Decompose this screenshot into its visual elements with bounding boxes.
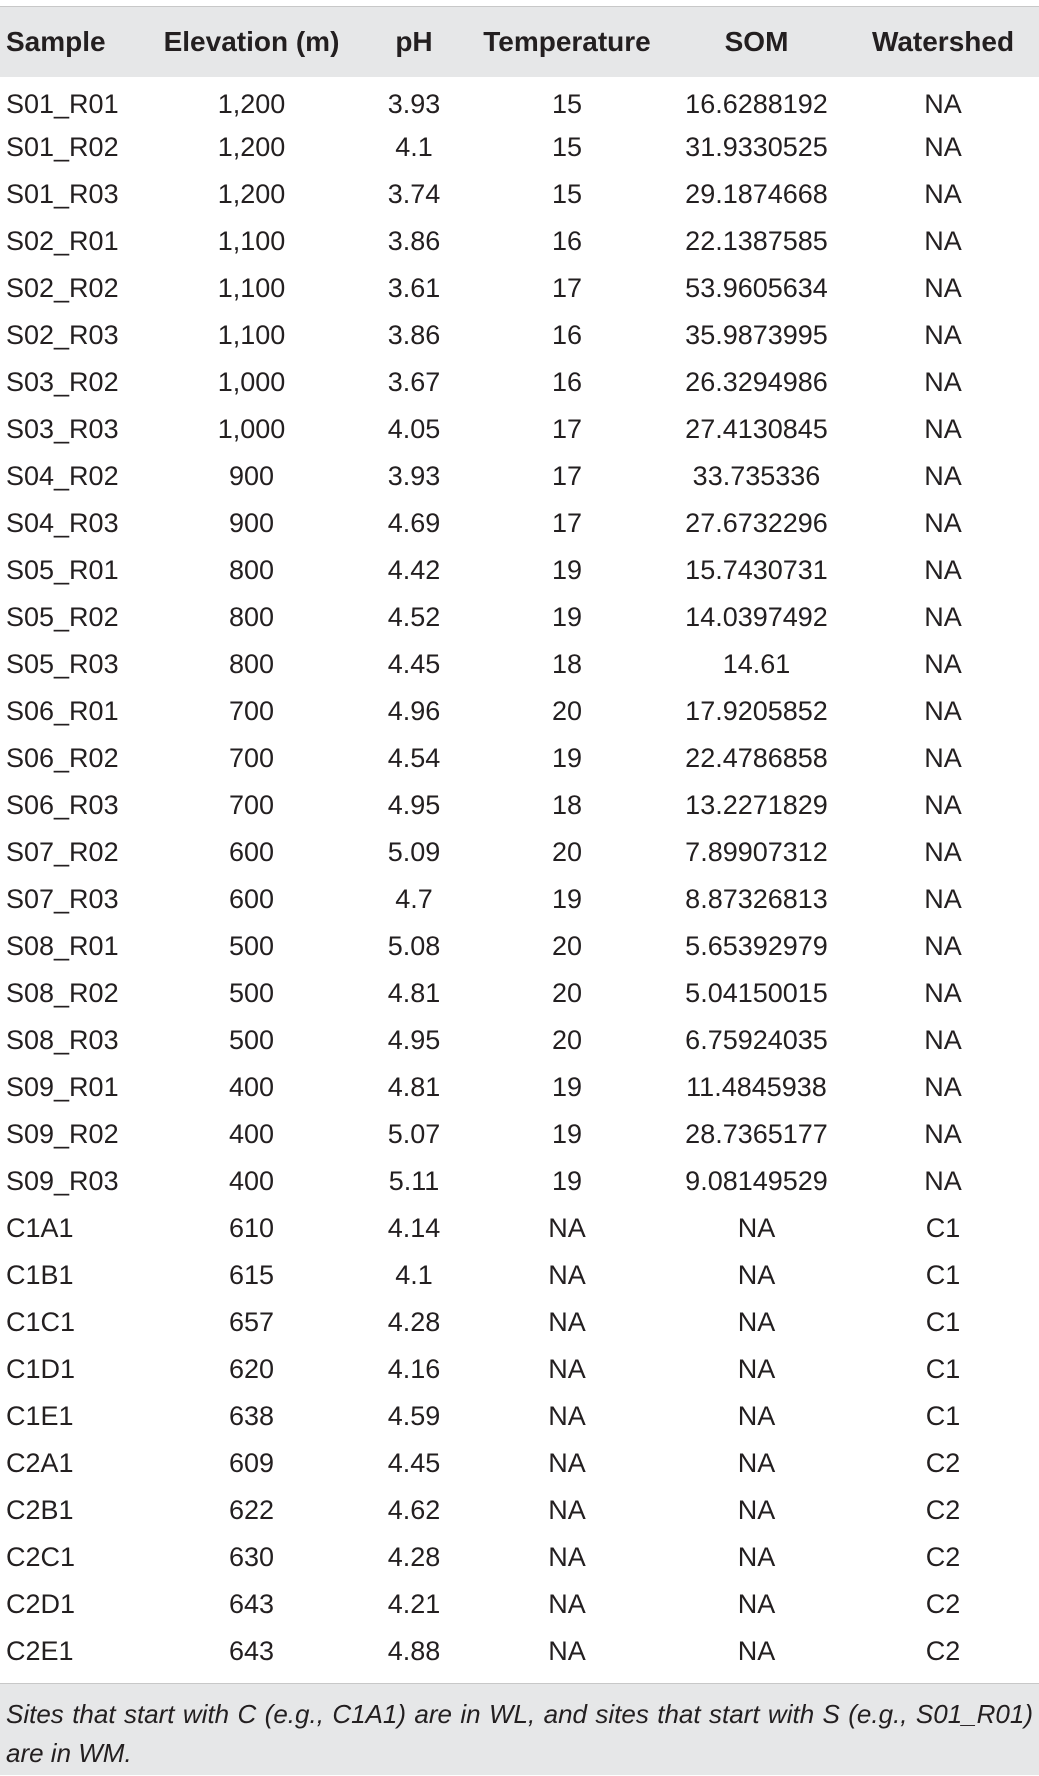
cell-sample: S02_R01 xyxy=(6,225,119,256)
table-row xyxy=(0,923,1039,970)
cell-temperature: NA xyxy=(548,1635,586,1666)
cell-som: NA xyxy=(737,1588,776,1619)
cell-elevation: 600 xyxy=(228,836,275,867)
table-row xyxy=(0,218,1039,265)
table-row xyxy=(0,1393,1039,1440)
cell-sample: S03_R02 xyxy=(6,366,119,397)
cell-elevation: 1,100 xyxy=(217,319,286,350)
table-row xyxy=(0,688,1039,735)
cell-sample: C2E1 xyxy=(6,1635,74,1666)
cell-som: 28.7365177 xyxy=(685,1118,828,1149)
cell-temperature: 17 xyxy=(551,413,583,444)
table-row xyxy=(0,1158,1039,1205)
cell-watershed: NA xyxy=(924,178,962,209)
cell-watershed: NA xyxy=(924,695,962,726)
cell-som: NA xyxy=(737,1400,776,1431)
cell-temperature: NA xyxy=(548,1400,586,1431)
cell-ph: 4.28 xyxy=(387,1541,441,1572)
table-row xyxy=(0,1111,1039,1158)
cell-temperature: 18 xyxy=(551,648,583,679)
cell-sample: S09_R02 xyxy=(6,1118,119,1149)
cell-som: 14.61 xyxy=(722,648,791,679)
cell-watershed: NA xyxy=(924,225,962,256)
cell-watershed: C2 xyxy=(925,1635,961,1666)
cell-elevation: 800 xyxy=(228,554,275,585)
cell-elevation: 900 xyxy=(228,460,275,491)
header-sample: Sample xyxy=(0,7,143,77)
cell-elevation: 400 xyxy=(228,1118,275,1149)
header-watershed: Watershed xyxy=(847,7,1039,77)
cell-som: NA xyxy=(737,1306,776,1337)
cell-temperature: NA xyxy=(548,1494,586,1525)
cell-ph: 4.69 xyxy=(387,507,441,538)
cell-watershed: NA xyxy=(924,88,962,119)
cell-ph: 4.88 xyxy=(387,1635,441,1666)
table-row xyxy=(0,406,1039,453)
cell-temperature: 19 xyxy=(551,1118,583,1149)
cell-sample: S08_R03 xyxy=(6,1024,119,1055)
cell-ph: 4.45 xyxy=(387,1447,441,1478)
cell-ph: 4.21 xyxy=(387,1588,441,1619)
cell-elevation: 1,200 xyxy=(217,178,286,209)
cell-ph: 4.96 xyxy=(387,695,441,726)
cell-watershed: NA xyxy=(924,930,962,961)
cell-som: 6.75924035 xyxy=(685,1024,828,1055)
cell-elevation: 700 xyxy=(228,742,275,773)
cell-temperature: 19 xyxy=(551,883,583,914)
cell-ph: 3.67 xyxy=(387,366,441,397)
cell-watershed: C1 xyxy=(925,1259,961,1290)
cell-som: 26.3294986 xyxy=(685,366,828,397)
cell-sample: S05_R01 xyxy=(6,554,119,585)
header-elevation: Elevation (m) xyxy=(143,7,360,77)
cell-temperature: 20 xyxy=(551,695,583,726)
table-row xyxy=(0,312,1039,359)
cell-som: 22.1387585 xyxy=(685,225,828,256)
cell-som: NA xyxy=(737,1447,776,1478)
cell-watershed: NA xyxy=(924,413,962,444)
cell-elevation: 630 xyxy=(228,1541,275,1572)
table-row xyxy=(0,453,1039,500)
cell-ph: 4.95 xyxy=(387,1024,441,1055)
cell-watershed: NA xyxy=(924,366,962,397)
cell-temperature: NA xyxy=(548,1447,586,1478)
soil-samples-table xyxy=(0,6,1039,1675)
cell-elevation: 1,100 xyxy=(217,225,286,256)
cell-temperature: 19 xyxy=(551,1071,583,1102)
cell-sample: C2B1 xyxy=(6,1494,74,1525)
cell-elevation: 620 xyxy=(228,1353,275,1384)
cell-watershed: C2 xyxy=(925,1541,961,1572)
cell-watershed: NA xyxy=(924,742,962,773)
cell-elevation: 500 xyxy=(228,1024,275,1055)
cell-temperature: NA xyxy=(548,1306,586,1337)
table-header xyxy=(0,7,1039,77)
cell-ph: 3.86 xyxy=(387,225,441,256)
table-row xyxy=(0,265,1039,312)
header-row xyxy=(0,7,1039,77)
table-row xyxy=(0,594,1039,641)
cell-ph: 4.52 xyxy=(387,601,441,632)
cell-ph: 4.59 xyxy=(387,1400,441,1431)
cell-ph: 4.14 xyxy=(387,1212,441,1243)
cell-som: 35.9873995 xyxy=(685,319,828,350)
cell-ph: 3.93 xyxy=(387,88,441,119)
cell-sample: S05_R03 xyxy=(6,648,119,679)
cell-temperature: 20 xyxy=(551,1024,583,1055)
cell-elevation: 638 xyxy=(228,1400,275,1431)
cell-som: NA xyxy=(737,1635,776,1666)
cell-sample: S06_R03 xyxy=(6,789,119,820)
cell-sample: C1B1 xyxy=(6,1259,74,1290)
cell-sample: S01_R02 xyxy=(6,131,119,162)
table-row xyxy=(0,1252,1039,1299)
cell-ph: 4.42 xyxy=(387,554,441,585)
cell-elevation: 643 xyxy=(228,1635,275,1666)
cell-watershed: C2 xyxy=(925,1494,961,1525)
cell-som: 11.4845938 xyxy=(686,1071,827,1102)
cell-ph: 4.81 xyxy=(387,1071,441,1102)
cell-ph: 3.86 xyxy=(387,319,441,350)
cell-watershed: NA xyxy=(924,1024,962,1055)
cell-som: NA xyxy=(737,1259,776,1290)
cell-watershed: NA xyxy=(924,836,962,867)
cell-sample: S01_R03 xyxy=(6,178,119,209)
cell-sample: S08_R02 xyxy=(6,977,119,1008)
cell-watershed: NA xyxy=(924,460,962,491)
cell-temperature: 17 xyxy=(551,507,583,538)
cell-som: NA xyxy=(737,1212,776,1243)
cell-ph: 5.08 xyxy=(387,930,441,961)
cell-som: 15.7430731 xyxy=(685,554,828,585)
table-row xyxy=(0,1534,1039,1581)
cell-ph: 4.05 xyxy=(387,413,441,444)
cell-sample: S01_R01 xyxy=(6,88,119,119)
cell-elevation: 622 xyxy=(228,1494,275,1525)
cell-sample: S03_R03 xyxy=(6,413,119,444)
cell-som: 5.04150015 xyxy=(685,977,828,1008)
cell-elevation: 615 xyxy=(228,1259,275,1290)
cell-som: 9.08149529 xyxy=(685,1165,828,1196)
cell-watershed: C2 xyxy=(925,1447,961,1478)
cell-ph: 3.61 xyxy=(387,272,441,303)
cell-elevation: 1,000 xyxy=(217,413,286,444)
cell-som: NA xyxy=(737,1541,776,1572)
cell-elevation: 500 xyxy=(228,977,275,1008)
cell-elevation: 1,000 xyxy=(217,366,286,397)
cell-ph: 4.16 xyxy=(387,1353,441,1384)
cell-sample: C1C1 xyxy=(6,1306,76,1337)
table-row xyxy=(0,1205,1039,1252)
cell-som: 33.735336 xyxy=(692,460,821,491)
table-row xyxy=(0,876,1039,923)
cell-ph: 4.1 xyxy=(395,131,433,162)
cell-som: 14.0397492 xyxy=(685,601,828,632)
cell-temperature: 20 xyxy=(551,930,583,961)
cell-temperature: NA xyxy=(548,1259,586,1290)
cell-som: 27.4130845 xyxy=(685,413,828,444)
cell-ph: 5.07 xyxy=(387,1118,441,1149)
cell-sample: S07_R02 xyxy=(6,836,119,867)
cell-sample: C1D1 xyxy=(6,1353,76,1384)
table-footnote: Sites that start with C (e.g., C1A1) are in WL, and sites that start with S (e.g., S01_R01) are in WM. xyxy=(6,1698,1033,1768)
cell-temperature: 16 xyxy=(551,366,583,397)
header-temperature: Temperature xyxy=(468,7,666,77)
cell-sample: C2A1 xyxy=(6,1447,74,1478)
cell-som: 16.6288192 xyxy=(685,88,828,119)
cell-som: 13.2271829 xyxy=(685,789,828,820)
cell-sample: S02_R02 xyxy=(6,272,119,303)
table-row xyxy=(0,1487,1039,1534)
table-row xyxy=(0,359,1039,406)
cell-watershed: NA xyxy=(924,1165,962,1196)
cell-sample: S04_R02 xyxy=(6,460,119,491)
cell-temperature: 15 xyxy=(551,88,583,119)
table-row xyxy=(0,641,1039,688)
cell-watershed: C1 xyxy=(925,1306,961,1337)
cell-watershed: NA xyxy=(924,977,962,1008)
cell-som: 7.89907312 xyxy=(685,836,828,867)
cell-elevation: 1,100 xyxy=(217,272,286,303)
cell-elevation: 700 xyxy=(228,695,275,726)
cell-som: 27.6732296 xyxy=(685,507,828,538)
cell-sample: S08_R01 xyxy=(6,930,119,961)
cell-ph: 4.62 xyxy=(387,1494,441,1525)
cell-sample: S06_R02 xyxy=(6,742,119,773)
cell-temperature: NA xyxy=(548,1541,586,1572)
cell-som: NA xyxy=(737,1494,776,1525)
cell-elevation: 700 xyxy=(228,789,275,820)
cell-watershed: NA xyxy=(924,789,962,820)
cell-watershed: NA xyxy=(924,601,962,632)
cell-temperature: 20 xyxy=(551,836,583,867)
cell-elevation: 800 xyxy=(228,601,275,632)
cell-elevation: 610 xyxy=(228,1212,275,1243)
cell-elevation: 1,200 xyxy=(217,88,286,119)
table-row xyxy=(0,124,1039,171)
cell-temperature: 19 xyxy=(551,742,583,773)
cell-elevation: 657 xyxy=(228,1306,275,1337)
cell-watershed: C1 xyxy=(925,1212,961,1243)
cell-sample: S02_R03 xyxy=(6,319,119,350)
cell-elevation: 800 xyxy=(228,648,275,679)
cell-watershed: C1 xyxy=(925,1400,961,1431)
cell-temperature: 15 xyxy=(551,131,583,162)
header-som: SOM xyxy=(666,7,847,77)
cell-sample: S04_R03 xyxy=(6,507,119,538)
table-row xyxy=(0,1346,1039,1393)
cell-temperature: 20 xyxy=(551,977,583,1008)
cell-ph: 3.74 xyxy=(387,178,441,209)
table-row xyxy=(0,500,1039,547)
cell-watershed: C2 xyxy=(925,1588,961,1619)
cell-elevation: 900 xyxy=(228,507,275,538)
cell-sample: C1A1 xyxy=(6,1212,74,1243)
cell-elevation: 500 xyxy=(228,930,275,961)
cell-watershed: NA xyxy=(924,131,962,162)
table-row xyxy=(0,782,1039,829)
cell-sample: S05_R02 xyxy=(6,601,119,632)
cell-temperature: 19 xyxy=(551,1165,583,1196)
table-row xyxy=(0,1440,1039,1487)
table-row xyxy=(0,547,1039,594)
cell-som: 53.9605634 xyxy=(685,272,828,303)
cell-som: 8.87326813 xyxy=(685,883,828,914)
table-footnote-panel xyxy=(0,1683,1039,1775)
table-row xyxy=(0,1628,1039,1675)
cell-watershed: NA xyxy=(924,319,962,350)
table-row xyxy=(0,1064,1039,1111)
cell-som: 31.9330525 xyxy=(685,131,828,162)
cell-temperature: 17 xyxy=(551,460,583,491)
cell-watershed: NA xyxy=(924,883,962,914)
cell-temperature: 17 xyxy=(551,272,583,303)
table-row xyxy=(0,970,1039,1017)
cell-ph: 4.81 xyxy=(387,977,441,1008)
cell-ph: 4.45 xyxy=(387,648,441,679)
cell-som: 22.4786858 xyxy=(685,742,828,773)
cell-elevation: 643 xyxy=(228,1588,275,1619)
cell-watershed: NA xyxy=(924,507,962,538)
cell-temperature: NA xyxy=(548,1353,586,1384)
cell-elevation: 600 xyxy=(228,883,275,914)
cell-ph: 4.95 xyxy=(387,789,441,820)
table-body xyxy=(0,77,1039,1675)
cell-elevation: 400 xyxy=(228,1165,275,1196)
cell-som: 29.1874668 xyxy=(685,178,828,209)
cell-watershed: NA xyxy=(924,1071,962,1102)
cell-temperature: 15 xyxy=(551,178,583,209)
cell-temperature: 19 xyxy=(551,554,583,585)
table-row xyxy=(0,171,1039,218)
cell-watershed: NA xyxy=(924,1118,962,1149)
cell-temperature: NA xyxy=(548,1588,586,1619)
cell-temperature: 16 xyxy=(551,225,583,256)
cell-som: 17.9205852 xyxy=(685,695,828,726)
cell-watershed: NA xyxy=(924,648,962,679)
cell-sample: C1E1 xyxy=(6,1400,74,1431)
cell-watershed: C1 xyxy=(925,1353,961,1384)
cell-som: 5.65392979 xyxy=(685,930,828,961)
cell-ph: 3.93 xyxy=(387,460,441,491)
cell-som: NA xyxy=(737,1353,776,1384)
cell-ph: 5.09 xyxy=(387,836,441,867)
cell-ph: 4.54 xyxy=(387,742,441,773)
table-row xyxy=(0,1017,1039,1064)
cell-elevation: 400 xyxy=(228,1071,275,1102)
cell-elevation: 1,200 xyxy=(217,131,286,162)
table-row xyxy=(0,1581,1039,1628)
cell-ph: 4.7 xyxy=(395,883,433,914)
cell-temperature: 16 xyxy=(551,319,583,350)
cell-temperature: NA xyxy=(548,1212,586,1243)
cell-temperature: 19 xyxy=(551,601,583,632)
cell-elevation: 609 xyxy=(228,1447,275,1478)
cell-sample: S06_R01 xyxy=(6,695,119,726)
cell-ph: 5.11 xyxy=(388,1165,440,1196)
cell-sample: C2C1 xyxy=(6,1541,76,1572)
cell-sample: S09_R01 xyxy=(6,1071,119,1102)
table-row xyxy=(0,77,1039,124)
cell-ph: 4.28 xyxy=(387,1306,441,1337)
cell-temperature: 18 xyxy=(551,789,583,820)
table-row xyxy=(0,735,1039,782)
cell-ph: 4.1 xyxy=(395,1259,433,1290)
cell-sample: S07_R03 xyxy=(6,883,119,914)
cell-sample: S09_R03 xyxy=(6,1165,119,1196)
table-row xyxy=(0,829,1039,876)
table-row xyxy=(0,1299,1039,1346)
cell-watershed: NA xyxy=(924,272,962,303)
cell-sample: C2D1 xyxy=(6,1588,76,1619)
header-ph: pH xyxy=(360,7,468,77)
cell-watershed: NA xyxy=(924,554,962,585)
